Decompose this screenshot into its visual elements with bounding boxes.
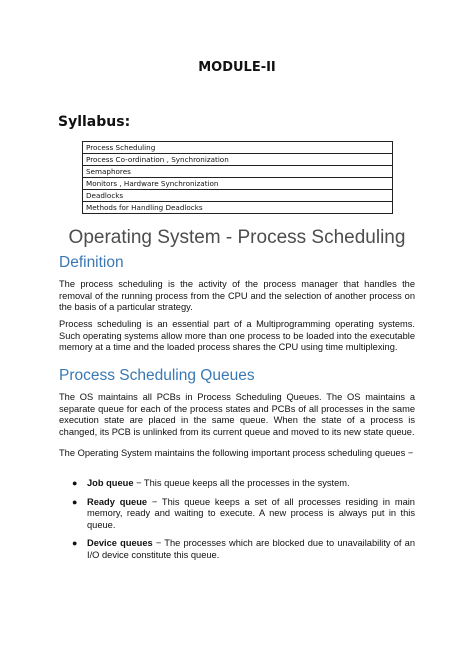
definition-heading: Definition: [59, 254, 124, 271]
list-item: [59, 478, 415, 490]
syllabus-item: Process Co-ordination , Synchronization: [83, 154, 393, 166]
list-item: [59, 538, 415, 561]
list-item-text: − This queue keeps a set of all processes residing in main memory, ready and waiting to execute. A new process is always put in this queue.: [87, 496, 415, 530]
list-item: [59, 497, 415, 532]
syllabus-row: [83, 190, 393, 202]
page-title: Operating System - Process Scheduling: [68, 227, 406, 248]
syllabus-row: [83, 178, 393, 190]
syllabus-row: [83, 154, 393, 166]
list-item-term: Device queues: [87, 538, 153, 549]
bullet-icon: ●: [72, 496, 78, 507]
list-item-text: − This queue keeps all the processes in the system.: [133, 478, 350, 488]
syllabus-item: Process Scheduling: [83, 142, 393, 154]
syllabus-item: Deadlocks: [83, 190, 393, 202]
list-item-text: − The processes which are blocked due to unavailability of an I/O device constitute this queue.: [87, 538, 415, 560]
module-title: MODULE-II: [198, 60, 276, 75]
queues-heading: Process Scheduling Queues: [59, 367, 255, 384]
syllabus-item: Monitors , Hardware Synchronization: [83, 178, 393, 190]
bullet-icon: ●: [72, 478, 78, 488]
syllabus-row: [83, 142, 393, 154]
syllabus-heading: Syllabus:: [58, 114, 131, 130]
syllabus-row: [83, 166, 393, 178]
queue-list: [59, 478, 415, 569]
bullet-icon: ●: [72, 538, 78, 549]
queues-paragraph-2: The Operating System maintains the following important process scheduling queues −: [59, 448, 414, 458]
list-item-term: Job queue: [87, 478, 134, 488]
syllabus-row: [83, 202, 393, 214]
syllabus-item: Semaphores: [83, 166, 393, 178]
definition-paragraph-2: Process scheduling is an essential part of a Multiprogramming operating systems. Such operating systems allow more than one process to be loaded into the executable memory at a time and the loaded process shares the CPU using time multiplexing.: [59, 319, 415, 353]
syllabus-table: [82, 141, 393, 214]
definition-paragraph-1: The process scheduling is the activity of the process manager that handles the removal of the running process from the CPU and the selection of another process on the basis of a particular strategy.: [59, 279, 415, 313]
list-item-term: Ready queue: [87, 496, 148, 507]
syllabus-item: Methods for Handling Deadlocks: [83, 202, 393, 214]
queues-paragraph-1: The OS maintains all PCBs in Process Scheduling Queues. The OS maintains a separate queue for each of the process states and PCBs of all processes in the same execution state are placed in the same queue. When the state of a process is changed, its PCB is unlinked from its current queue and moved to its new state queue.: [59, 392, 415, 437]
